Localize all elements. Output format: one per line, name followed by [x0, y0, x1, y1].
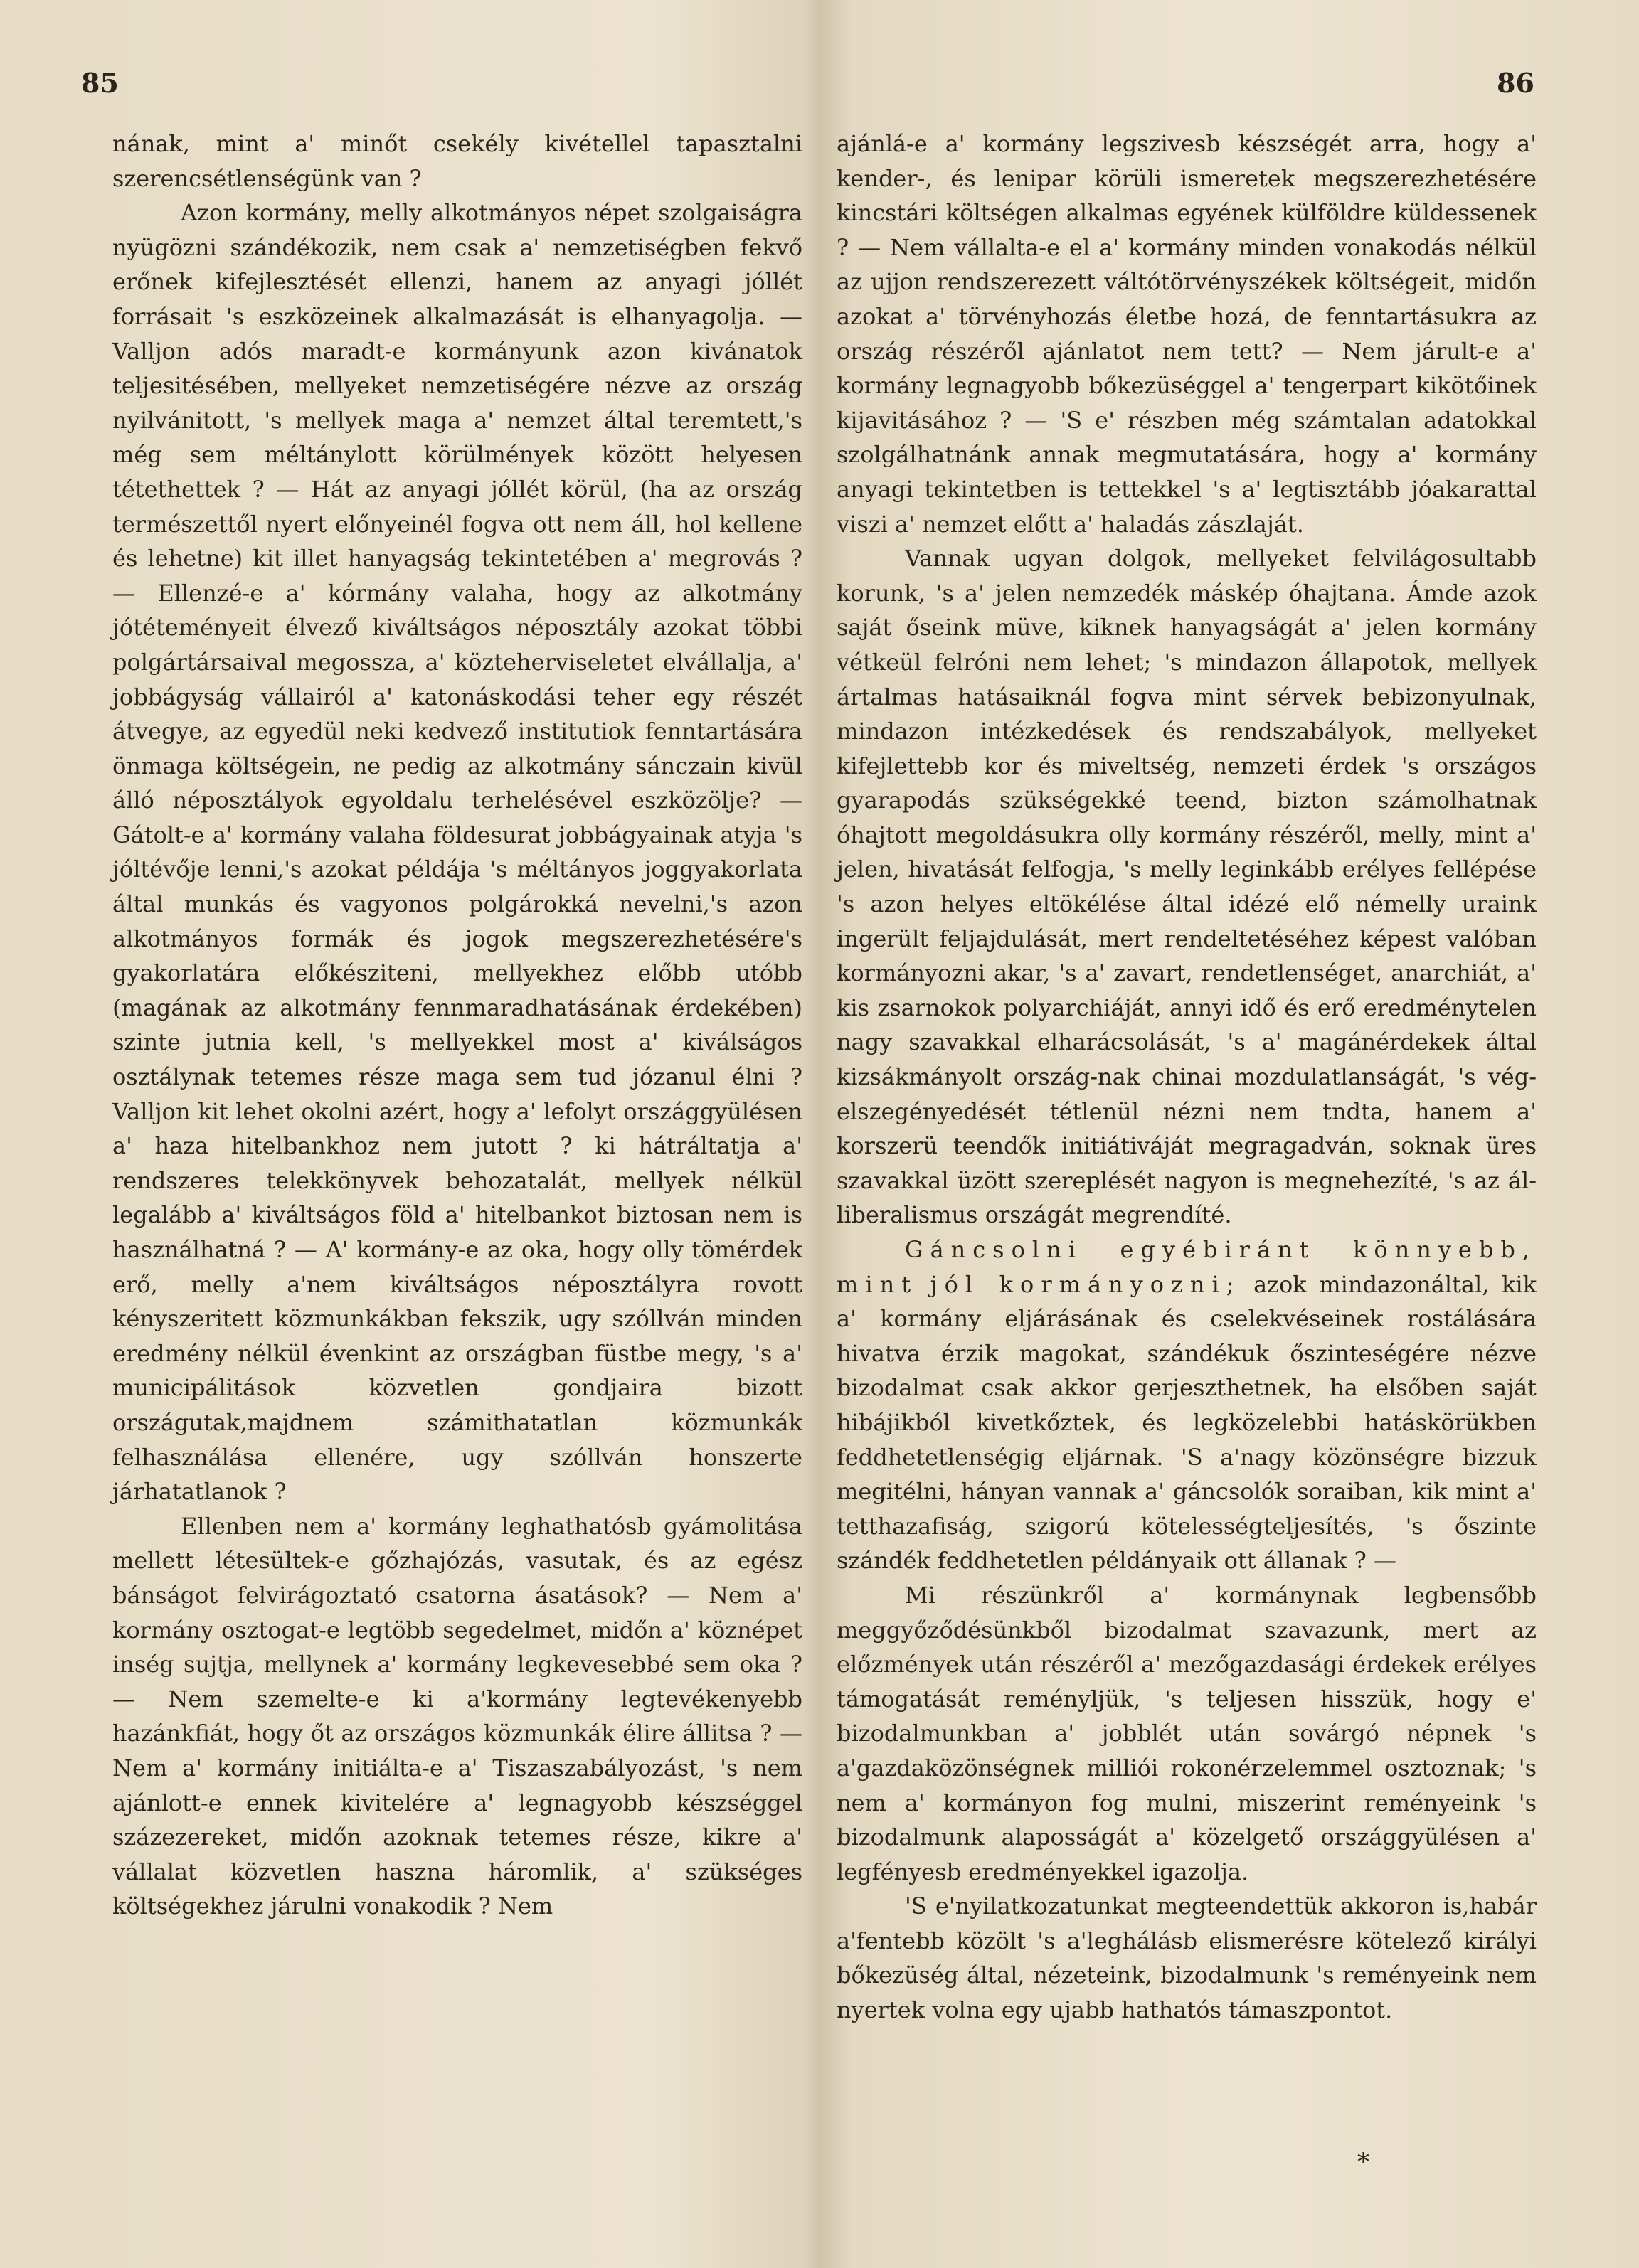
paragraph-with-spaced-text [837, 1233, 1537, 1578]
paragraph: Azon kormány, melly alkotmányos népet szolgaiságra nyügözni szándékozik, nem csak a' nemzetiségben fekvő erőnek kifejlesztését ellenzi, hanem az anyagi jóllét forrásait 's eszközeinek alkalmazását is elhanyagolja. — Valljon adós maradt-e kormányunk azon kivánatok teljesitésében, mellyeket nemzetiségére nézve az ország nyilvánitott, 's mellyek maga a' nemzet által teremtett,'s még sem méltánylott körülmények között helyesen tétethettek ? — Hát az anyagi jóllét körül, (ha az ország természettől nyert előnyeinél fogva ott nem áll, hol kellene és lehetne) kit illet hanyagság tekintetében a' megrovás ? — Ellenzé-e a' kórmány valaha, hogy az alkotmány jótéteményeit élvező kiváltságos néposztály azokat többi polgártársaival megossza, a' közteherviseletet elvállalja, a' jobbágyság vállairól a' katonáskodási teher egy részét átvegye, az egyedül neki kedvező institutiok fenntartására önmaga költségein, ne pedig az alkotmány sánczain kivül álló néposztályok egyoldalu terhelésével eszközölje? — Gátolt-e a' kormány valaha földesurat jobbágyainak atyja 's jóltévője lenni,'s azokat példája 's méltányos joggyakorlata által munkás és vagyonos polgárokká nevelni,'s azon alkotmányos formák és jogok megszerezhetésére's gyakorlatára előkésziteni, mellyekhez előbb utóbb (magának az alkotmány fennmaradhatásának érdekében) szinte jutnia kell, 's mellyekkel most a' kiválságos osztálynak tetemes része maga sem tud józanul élni ? Valljon kit lehet okolni azért, hogy a' lefolyt országgyülésen a' haza hitelbankhoz nem jutott ? ki hátráltatja a' rendszeres telekkönyvek behozatalát, mellyek nélkül legalább a' kiváltságos föld a' hitelbankot biztosan nem is használhatná ? — A' kormány-e az oka, hogy olly tömérdek erő, melly a'nem kiváltságos néposztályra rovott kényszeritett közmunkákban fekszik, ugy szóllván minden eredmény nélkül évenkint az országban füstbe megy, 's a' municipálitások közvetlen gondjaira bizott országutak,majdnem számithatatlan közmunkák felhasználása ellenére, ugy szóllván honszerte járhatatlanok ? [112, 199, 802, 1506]
paragraph-text: azok mindazonáltal, kik a' kormány eljárásának és cselekvéseinek rostálására hivatva érzik magokat, szándékuk őszinteségére nézve bizodalmat csak akkor gerjeszthetnek, ha elsőben saját hibájikból kivetkőztek, és legközelebbi hatáskörükben feddhetetlenségig eljárnak. 'S a'nagy közönségre bizzuk megitélni, hányan vannak a' gáncsolók soraiban, kik mint a' tetthazafiság, szigorú kötelességteljesítés, 's őszinte szándék feddhetetlen példányaik ott állanak ? — [837, 1270, 1537, 1575]
paragraph: ajánlá-e a' kormány legszivesb készségét arra, hogy a' kender-, és lenipar körüli ismeretek megszerezhetésére kincstári költségen alkalmas egyének külföldre küldessenek ? — Nem vállalta-e el a' kormány minden vonakodás nélkül az ujjon rendszerezett váltótörvényszékek költségeit, midőn azokat a' törvényhozás életbe hozá, de fenntartásukra az ország részéről ajánlatot nem tett? — Nem járult-e a' kormány legnagyobb bőkezüséggel a' tengerpart kikötőinek kijavitásához ? — 'S e' részben még számtalan adatokkal szolgálhatnánk annak megmutatására, hogy a' kormány anyagi tekintetben is tettekkel 's a' legtisztább jóakarattal viszi a' nemzet előtt a' haladás zászlaját. [837, 130, 1537, 538]
right-column [837, 127, 1537, 2028]
left-column [112, 127, 802, 1924]
page-number-right: 86 [1497, 67, 1534, 99]
paragraph: 'S e'nyilatkozatunkat megteendettük akkoron is,habár a'fentebb közölt 's a'leghálásb elismerésre kötelező királyi bőkezüség által, nézeteink, bizodalmunk 's reményeink nem nyertek volna egy ujabb hathatós támaszpontot. [837, 1892, 1537, 2024]
paragraph: nának, mint a' minőt csekély kivétellel tapasztalni szerencsétlenségünk van ? [112, 130, 802, 192]
paragraph: Vannak ugyan dolgok, mellyeket felvilágosultabb korunk, 's a' jelen nemzedék máskép óhajtana. Ámde azok saját őseink müve, kiknek hanyagságát a' jelen kormány vétkeül felróni nem lehet; 's mindazon állapotok, mellyek ártalmas hatásaiknál fogva mint sérvek bebizonyulnak, mindazon intézkedések és rendszabályok, mellyeket kifejlettebb kor és miveltség, nemzeti érdek 's országos gyarapodás szükségekké teend, bizton számolhatnak óhajtott megoldásukra olly kormány részéről, melly, mint a' jelen, hivatását felfogja, 's melly leginkább erélyes fellépése 's azon helyes eltökélése által idézé elő némelly uraink ingerült feljajdulását, mert rendeltetéséhez képest valóban kormányozni akar, 's a' zavart, rendetlenséget, anarchiát, a' kis zsarnokok polyarchiáját, annyi idő és erő eredménytelen nagy szavakkal elharácsolását, 's a' magánérdekek által kizsákmányolt ország-nak chinai mozdulatlanságát, 's vég-elszegényedését tétlenül nézni nem tndta, hanem a' korszerü teendők initiátiváját megragadván, soknak üres szavakkal üzött szereplését nagyon is megnehezíté, 's az ál-liberalismus országát megrendíté. [837, 545, 1537, 1229]
page-number-left: 85 [81, 67, 119, 99]
spaced-phrase: jól kormányozni; [930, 1270, 1241, 1298]
paragraph: Ellenben nem a' kormány leghathatósb gyámolitása mellett létesültek-e gőzhajózás, vasutak, és az egész bánságot felvirágoztató csatorna ásatások? — Nem a' kormány osztogat-e legtöbb segedelmet, midőn a' köznépet inség sujtja, mellynek a' kormány legkevesebbé sem oka ? — Nem szemelte-e ki a'kormány legtevékenyebb hazánkfiát, hogy őt az országos közmunkák élire állitsa ? — Nem a' kormány initiálta-e a' Tiszaszabályozást, 's nem ajánlott-e ennek kivitelére a' legnagyobb készséggel százezereket, midőn azoknak tetemes része, kikre a' vállalat közvetlen haszna háromlik, a' szükséges költségekhez járulni vonakodik ? Nem [112, 1512, 802, 1920]
footer-mark: * [1357, 2148, 1369, 2176]
spaced-phrase: Gáncsolni egyébiránt könnyebb, mint [837, 1236, 1537, 1298]
paragraph: Mi részünkről a' kormánynak legbensőbb meggyőződésünkből bizodalmat szavazunk, mert az előzmények után részéről a' mezőgazdasági érdekek erélyes támogatását reményljük, 's teljesen hisszük, hogy e' bizodalmunkban a' jobblét után sovárgó népnek 's a'gazdaközönségnek milliói rokonérzelemmel osztoznak; 's nem a' kormányon fog mulni, miszerint reményeink 's bizodalmunk alaposságát a' közelgető országgyülésen a' legfényesb eredményekkel igazolja. [837, 1581, 1537, 1885]
